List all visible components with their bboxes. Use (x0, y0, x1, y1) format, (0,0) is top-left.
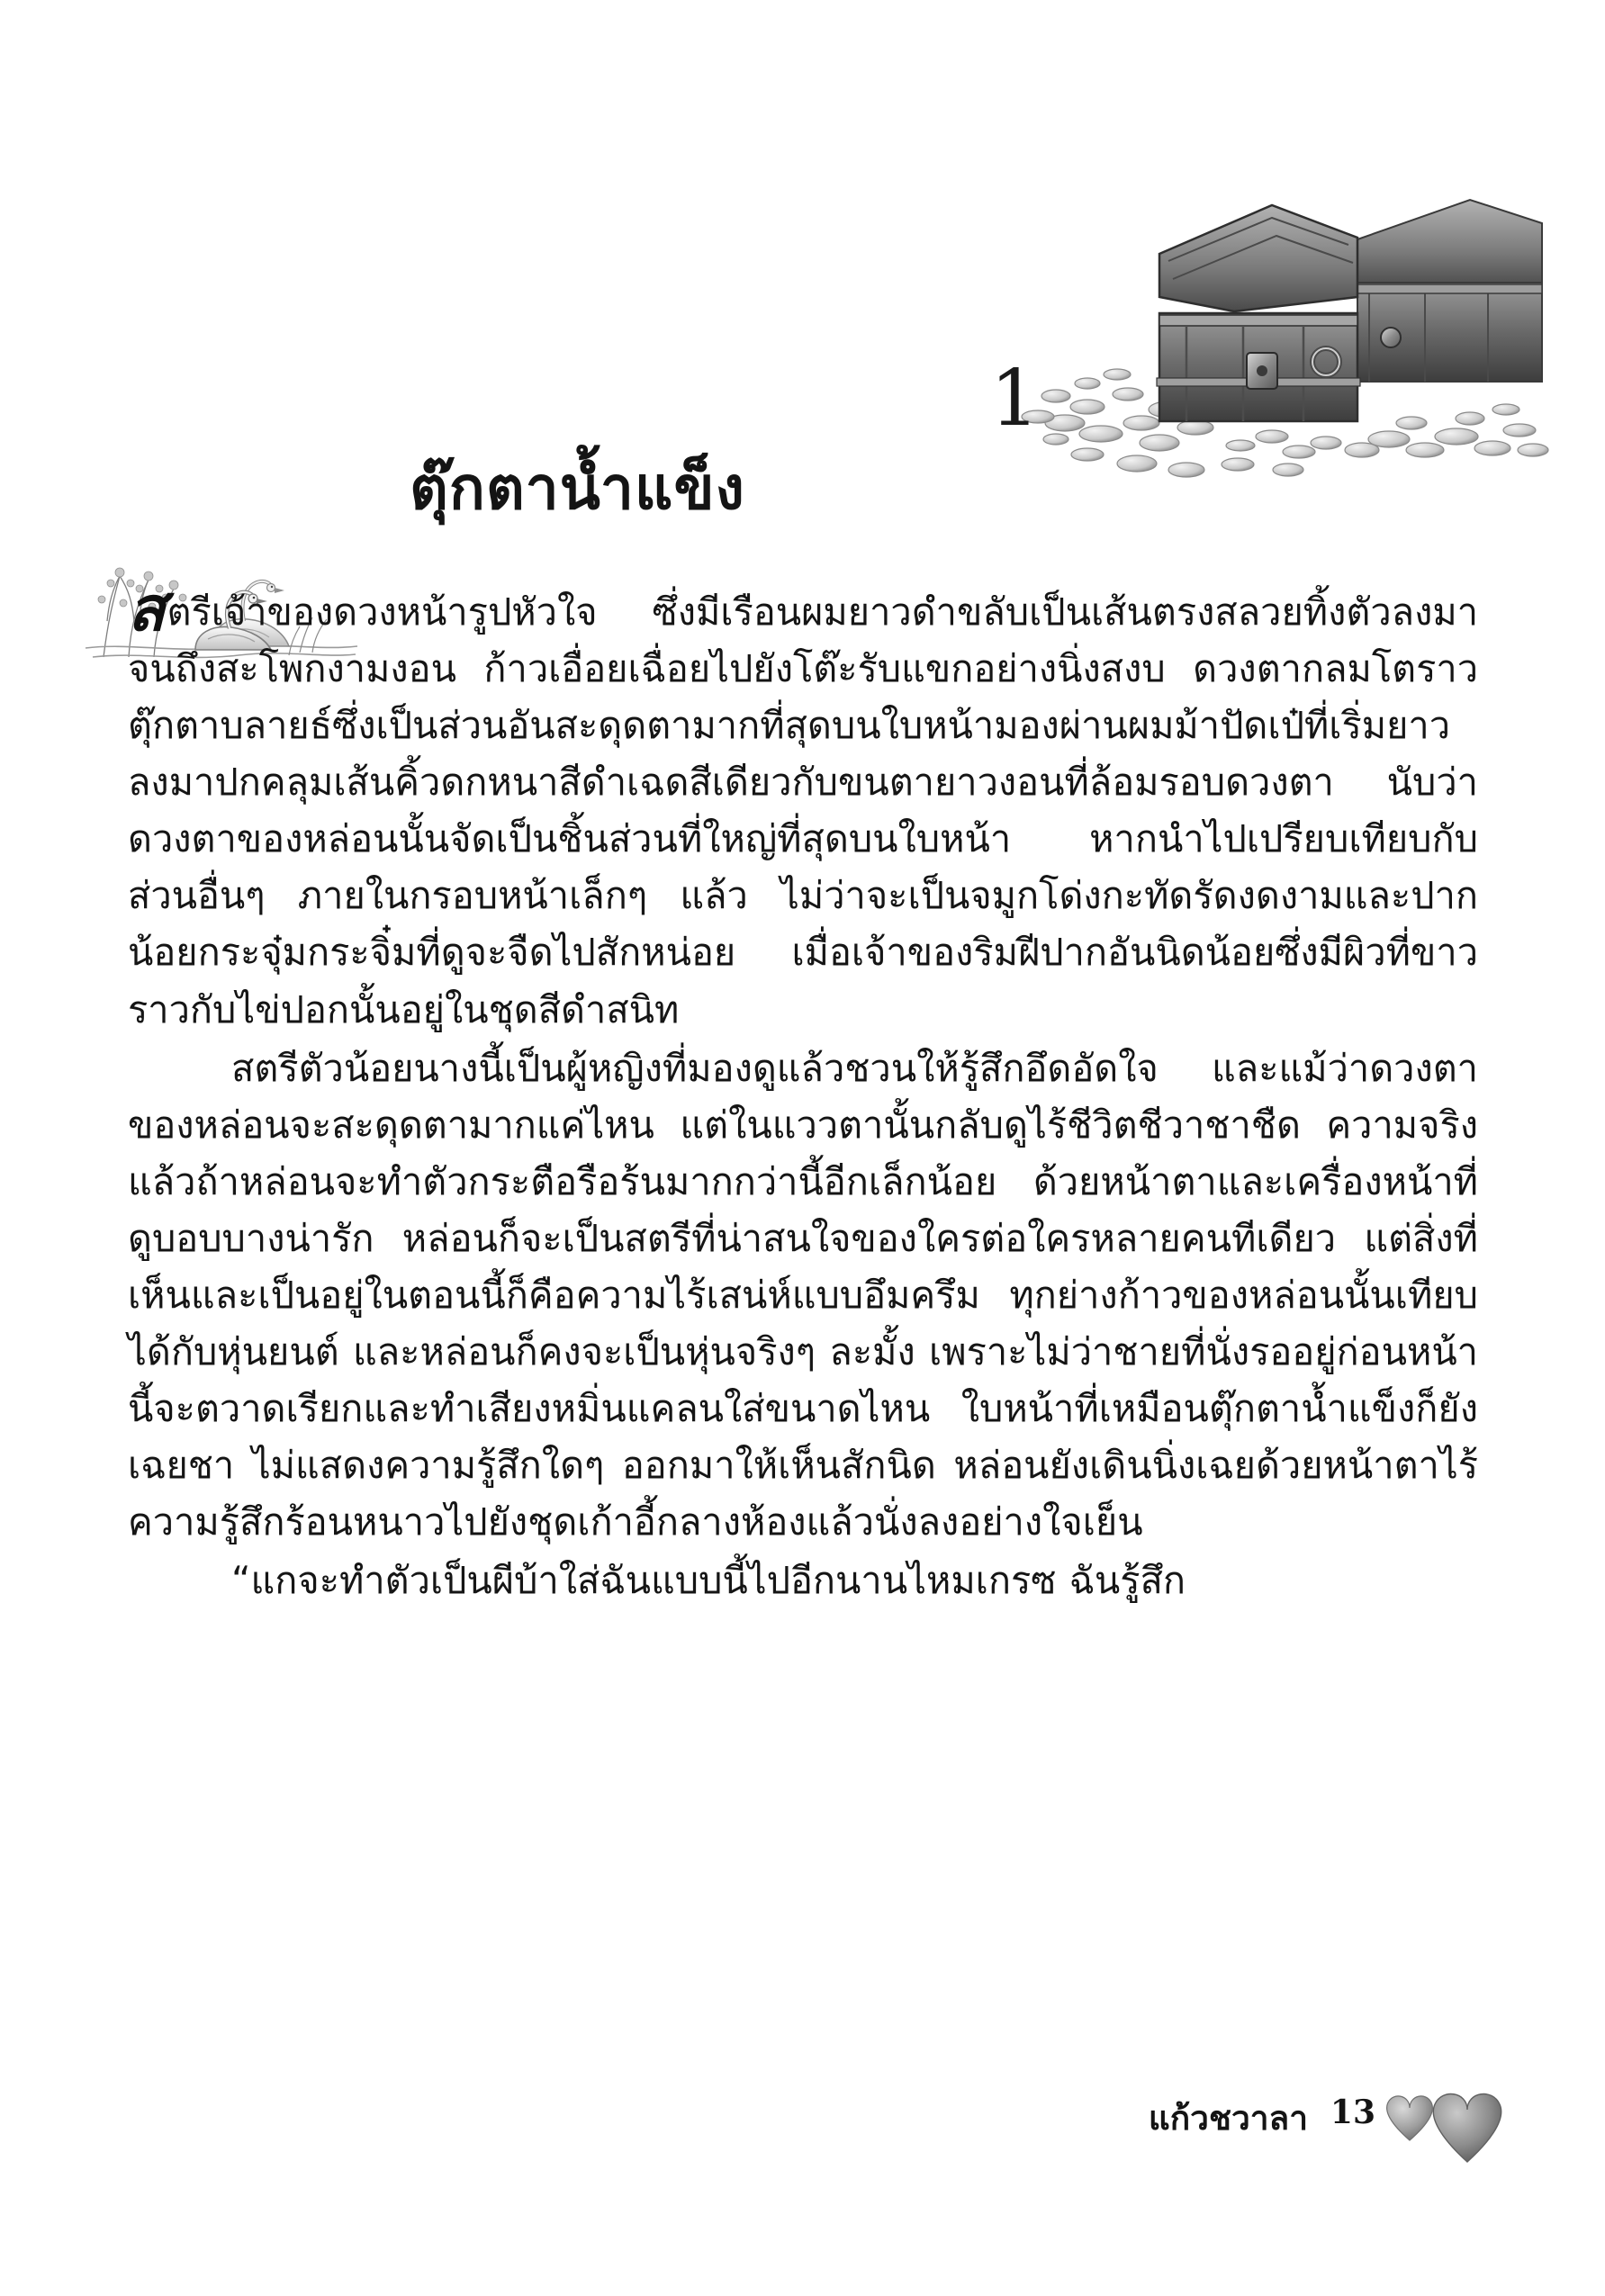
chapter-number: 1 (990, 354, 1040, 444)
paragraph-1-text: ตรีเจ้าของดวงหน้ารูปหัวใจ ซึ่งมีเรือนผมยาวดำขลับเป็นเส้นตรงสลวยทิ้งตัวลงมาจนถึงสะโพกงามงอน ก้าวเอื่อยเฉื่อยไปยังโต๊ะรับแขกอย่างนิ่งสงบ ดวงตากลมโตราวตุ๊กตาบลายธ์ซึ่งเป็นส่วนอันสะดุดตามากที่สุดบนใบหน้ามองผ่านผมม้าปัดเป๋ที่เริ่มยาวลงมาปกคลุมเส้นคิ้วดกหนาสีดำเฉดสีเดียวกับขนตายาวงอนที่ล้อมรอบดวงตา นับว่าดวงตาของหล่อนนั้นจัดเป็นชิ้นส่วนที่ใหญ่ที่สุดบนใบหน้า หากนำไปเปรียบเทียบกับส่วนอื่นๆ ภายในกรอบหน้าเล็กๆ แล้ว ไม่ว่าจะเป็นจมูกโด่งกะทัดรัดงดงามและปากน้อยกระจุ๋มกระจิ๋มที่ดูจะจืดไปสักหน่อย เมื่อเจ้าของริมฝีปากอันนิดน้อยซึ่งมีผิวที่ขาวราวกับไข่ปอกนั้นอยู่ในชุดสีดำสนิท (128, 590, 1478, 1031)
body-text (128, 574, 1478, 1608)
drop-cap: ส (128, 574, 166, 645)
paragraph-2: สตรีตัวน้อยนางนี้เป็นผู้หญิงที่มองดูแล้วชวนให้รู้สึกอึดอัดใจ และแม้ว่าดวงตาของหล่อนจะสะดุดตามากแค่ไหน แต่ในแววตานั้นกลับดูไร้ชีวิตชีวาชาชืด ความจริงแล้วถ้าหล่อนจะทำตัวกระตือรือร้นมากกว่านี้อีกเล็กน้อย ด้วยหน้าตาและเครื่องหน้าที่ดูบอบบางน่ารัก หล่อนก็จะเป็นสตรีที่น่าสนใจของใครต่อใครหลายคนทีเดียว แต่สิ่งที่เห็นและเป็นอยู่ในตอนนี้ก็คือความไร้เสน่ห์แบบอึมครึม ทุกย่างก้าวของหล่อนนั้นเทียบได้กับหุ่นยนต์ และหล่อนก็คงจะเป็นหุ่นจริงๆ ละมั้ง เพราะไม่ว่าชายที่นั่งรออยู่ก่อนหน้านี้จะตวาดเรียกและทำเสียงหมิ่นแคลนใส่ขนาดไหน ใบหน้าที่เหมือนตุ๊กตาน้ำแข็งก็ยังเฉยชา ไม่แสดงความรู้สึกใดๆ ออกมาให้เห็นสักนิด หล่อนยังเดินนิ่งเฉยด้วยหน้าตาไร้ความรู้สึกร้อนหนาวไปยังชุดเก้าอี้กลางห้องแล้วนั่งลงอย่างใจเย็น (128, 1045, 1478, 1544)
chapter-title: ตุ๊กตาน้ำแข็ง (410, 454, 745, 523)
treasure-chest-illustration (1002, 153, 1551, 513)
footer-author: แก้วชวาลา (1148, 2099, 1308, 2138)
footer-page-number: 13 (1330, 2093, 1375, 2131)
paragraph-1 (128, 574, 1478, 1038)
page-footer (0, 2079, 1605, 2214)
chapter-header (0, 135, 1605, 612)
paragraph-3: “แกจะทำตัวเป็นผีบ้าใส่ฉันแบบนี้ไปอีกนานไหมเกรซ ฉันรู้สึก (231, 1558, 1186, 1603)
two-hearts-illustration (1375, 2070, 1519, 2187)
